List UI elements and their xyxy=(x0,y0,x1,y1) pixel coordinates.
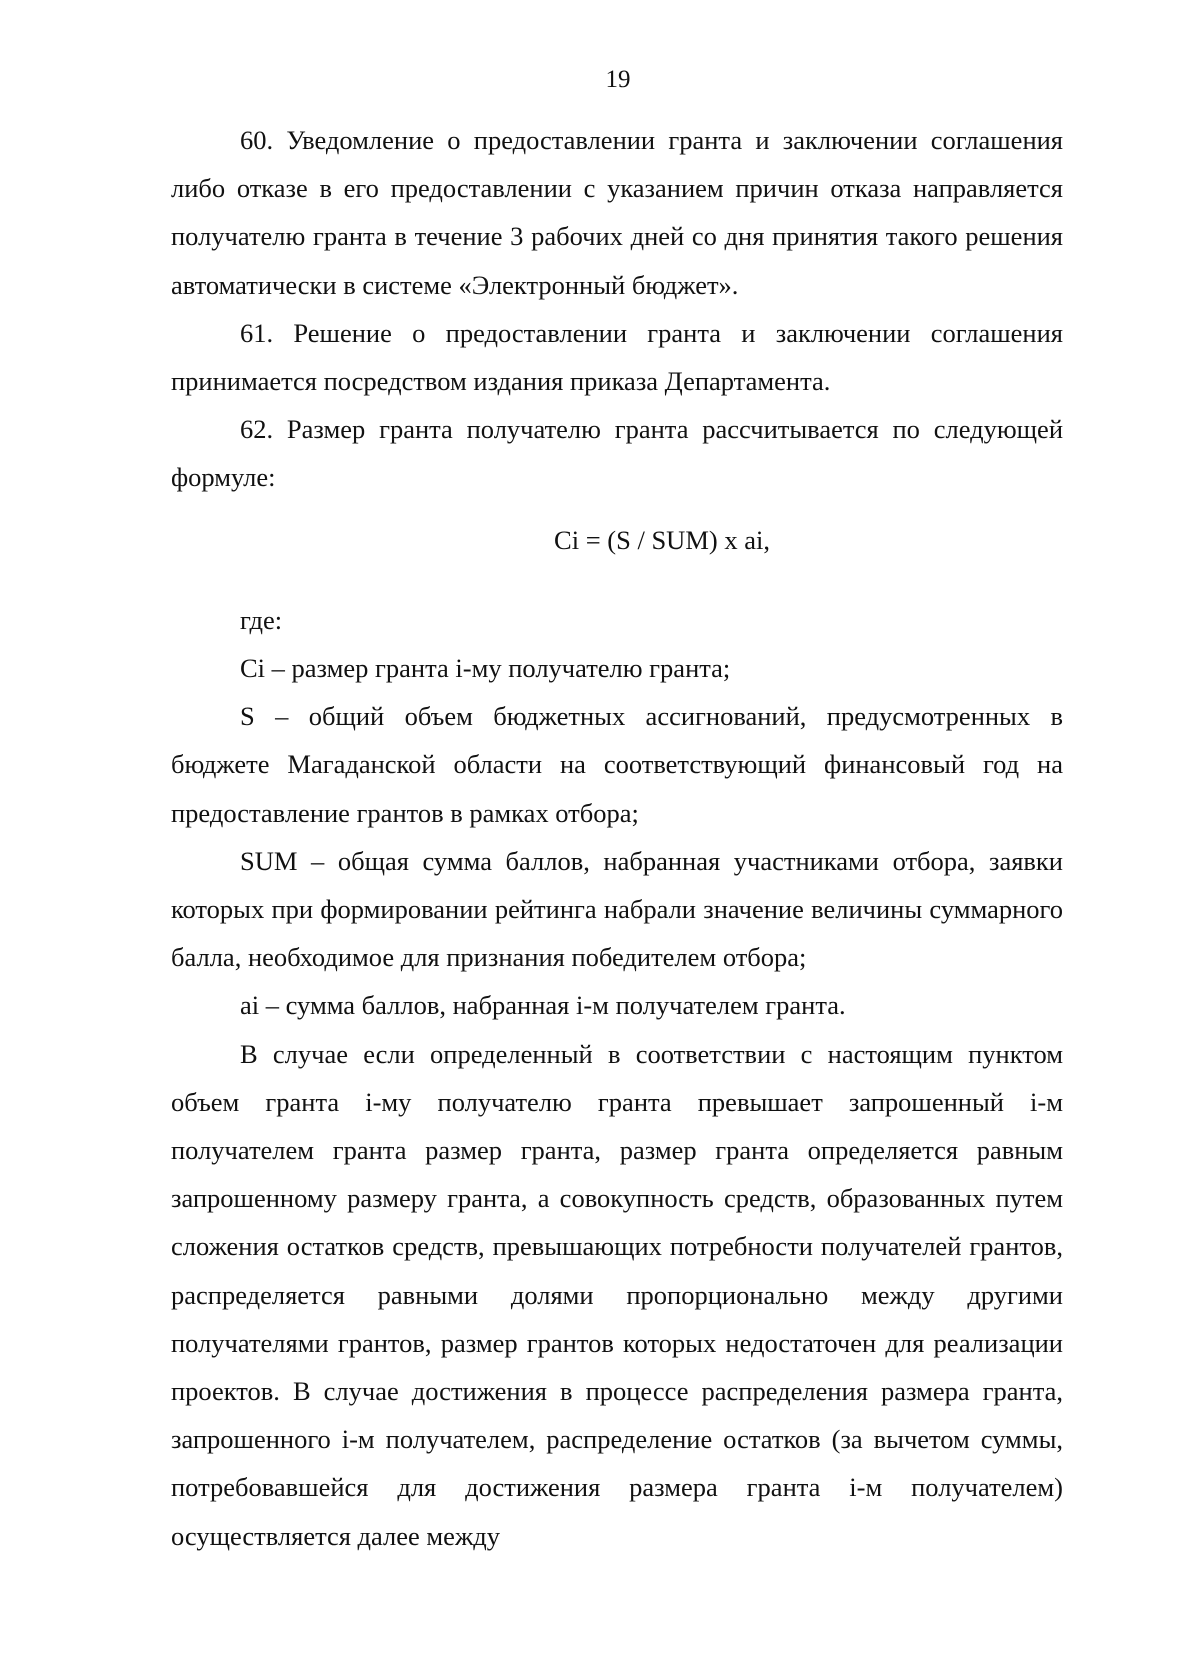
definition-sum: SUM – общая сумма баллов, набранная участниками отбора, заявки которых при формировании рейтинга набрали значение величины суммарного балла, необходимое для признания победителем отбора; xyxy=(171,845,1063,973)
definition-s: S – общий объем бюджетных ассигнований, предусмотренных в бюджете Магаданской области на соответствующий финансовый год на предоставление грантов в рамках отбора; xyxy=(171,701,1063,828)
paragraph-62: 62. Размер гранта получателю гранта рассчитывается по следующей формуле: xyxy=(171,414,1063,493)
definitions-intro: где: xyxy=(240,604,283,635)
grant-formula: Ci = (S / SUM) x ai, xyxy=(554,524,770,555)
page-number: 19 xyxy=(605,66,631,93)
definition-ci: Ci – размер гранта i-му получателю гранта; xyxy=(240,653,731,684)
definition-ai: ai – сумма баллов, набранная i-м получателем гранта. xyxy=(240,990,846,1021)
closing-paragraph: В случае если определенный в соответствии с настоящим пунктом объем гранта i-му получателю гранта превышает запрошенный i-м получателем гранта размер гранта, размер гранта определяется равным запрошенному размеру гранта, а совокупность средств, образованных путем сложения остатков средств, превышающих потребности получателей грантов, распределяется равными долями пропорционально между другими получателями грантов, размер грантов которых недостаточен для реализации проектов. В случае достижения в процессе распределения размера гранта, запрошенного i-м получателем, распределение остатков (за вычетом суммы, потребовавшейся для достижения размера гранта i-м получателем) осуществляется далее между xyxy=(171,1038,1063,1551)
paragraph-61: 61. Решение о предоставлении гранта и заключении соглашения принимается посредством издания приказа Департамента. xyxy=(171,317,1063,397)
document-body xyxy=(171,116,1063,1560)
paragraph-60: 60. Уведомление о предоставлении гранта и заключении соглашения либо отказе в его предоставлении с указанием причин отказа направляется получателю гранта в течение 3 рабочих дней со дня принятия такого решения автоматически в системе «Электронный бюджет». xyxy=(171,125,1063,300)
